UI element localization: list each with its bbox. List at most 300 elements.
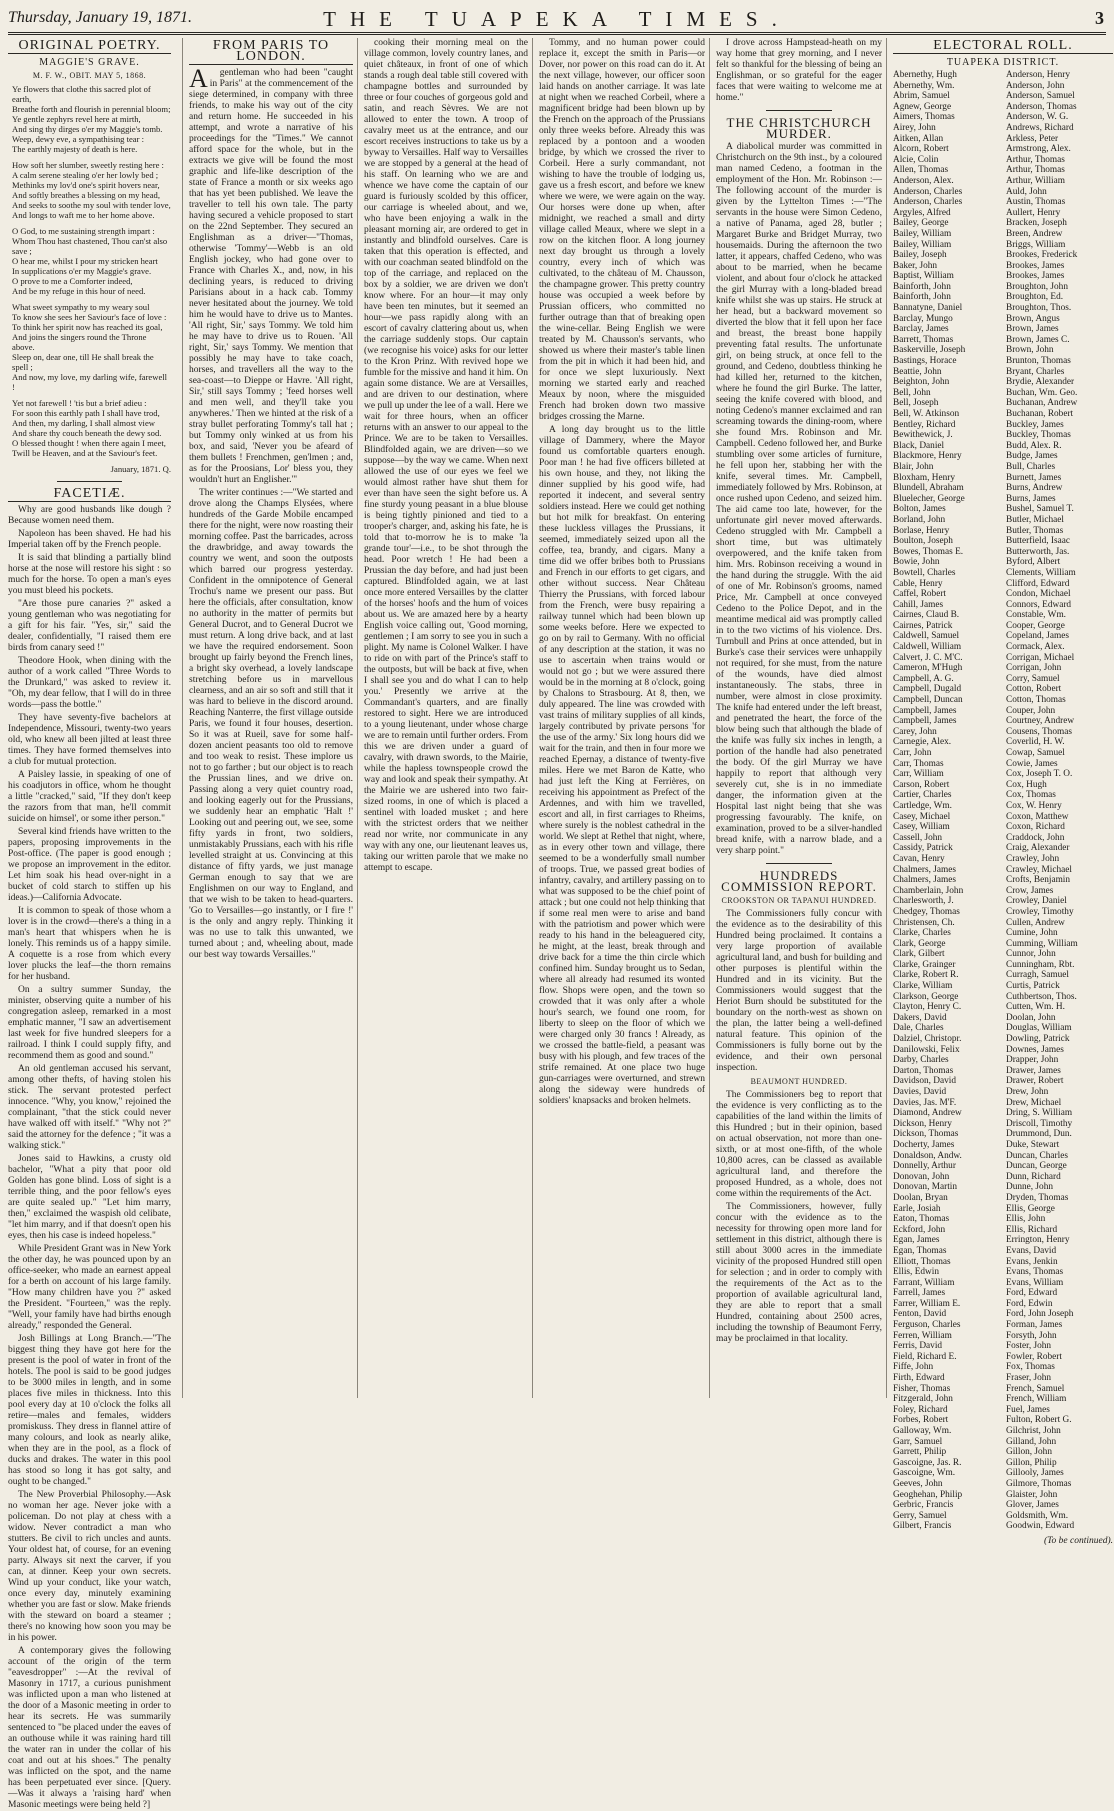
roll-entry: Cunningham, Rbt. [1006,959,1075,970]
poem-byline: M. F. W., OBIT. MAY 5, 1868. [32,71,147,80]
roll-entry: Anderson, John [1006,80,1065,91]
roll-entry: Coxon, Richard [1006,822,1065,833]
roll-entry: Chamberlain, John [893,885,964,896]
roll-entry: Bewithewick, J. [893,430,953,441]
facetiae-paragraph: They have seventy-five bachelors at Independence, Missouri, twenty-two years old, who knew all been jilted at least three times. They have formed themselves into a club for mutual protection. [8,713,171,767]
roll-entry: Brown, Angus [1006,313,1060,324]
roll-entry: Ford, Edward [1006,1288,1058,1299]
roll-entry: Alcorn, Robert [893,144,949,155]
poem-line: And be my refuge in this hour of need. [12,286,146,296]
roll-entry: Anderson, Charles [893,186,963,197]
roll-entry: Garrett, Philip [893,1447,947,1458]
poem-stanza [8,398,171,458]
roll-entry: Anderson, Alex. [893,175,954,186]
roll-entry: Bushel, Samuel T. [1006,504,1074,515]
column-paris-to-london [182,38,353,1398]
roll-entry: Bailey, George [893,218,949,229]
roll-entry: Agnew, George [893,101,952,112]
roll-entry: Clarke, Charles [893,928,951,939]
roll-entry: Galloway, Wm. [893,1426,952,1436]
roll-entry: Aitken, Allan [893,133,944,144]
roll-entry: Ferris, David [893,1341,943,1352]
roll-entry: Cooper, George [1006,620,1065,631]
facetiae-paragraph: Jones said to Hawkins, a crusty old bachelor, "What a pity that poor old Golden has gone blind. Loss of sight is a terrible thing, and the poor fellow's eyes are quite sealed up." "Let him marry, then," exclaimed the waspish old celibate, "let him marry, and if that doesn't open his eyes, then his case is indeed hopeless." [8,1154,171,1241]
roll-entry: Anderson, W. G. [1006,112,1069,123]
roll-entry: Arkless, Peter [1006,133,1059,144]
poem-body [8,84,171,458]
roll-entry: Anderson, Charles [893,197,963,208]
article-paragraph: cooking their morning meal on the village common, lovely country lanes, and quiet châteaux, in front of one of which stands a rough deal table still covered with champagne bottles and surrounded by three or four couches of gorgeous gold and satin, and reach Sèvres. We are not allowed to enter the town. A troop of cavalry meet us at the entrance, and our escort receives instructions to take us by a byway to Versailles. Half way to Versailles we are stopped by a general at the head of his staff. On learning who we are and whence we have come the captain of our guard is furiously scolded by this officer, our carriage is wheeled about, and we, who have been enjoying a walk in the pleasant morning air, are ordered to get in instantly and blindfold ourselves. Care is taken that this operation is effected, and with our coachman seated blindfold on the top of the carriage, and replaced on the box by a soldier, we are driven we don't know where. For an hour—it may only have been ten minutes, but it seemed an hour—we pass rapidly along with an escort of cavalry clattering about us, when the carriage suddenly stops. Our captain (we recognise his voice) asks for our letter to the Kron Prinz. With revived hope we fumble for the missive and hand it him. On again some distance. We are at Versailles, and are driven to our destination, where we pull up under the lee of a wall. Here we wait for three hours, when an officer returns with an answer to our appeal to the Prince. We are to be taken to Versailles. Blindfolded again, we are driven—so we suppose—by the way we came. When next allowed the use of our eyes we feel we would almost rather have shut them for ever than have seen the sight before us. A fine sturdy young peasant in a blue blouse is being tightly pinioned and tied to a trooper's charger, and, asking his fate, he is told that to-morrow he is to make 'la grande tour'—i.e., to be shot through the head. Poor wretch ! He had been a Prussian the day before, and had just been captured. Blindfolded again, we at last once more entered Versailles by the clatter of the horses' hoofs and the hum of voices about us. We are amazed here by a hearty English voice calling out, 'Good morning, gentlemen ; I am sorry to see you in such a plight. My name is Colonel Walker. I have to ride on with part of the Prince's staff to the outposts, but will be back at five, when I shall see you and do what I can to help you.' Presently we arrive at the Commandant's quarters, and are finally restored to sight. Here we are introduced to a young lieutenant, under whose charge we are to remain until further orders. From this we are driven under a guard of cavalry, with drawn swords, to the Mairie, while the hapless townspeople crowd the way and look and speak their sympathy. At the Mairie we are ushered into two fair-sized rooms, in one of which is placed a sentinel with loaded musket ; and here with the strictest orders that we neither read nor write, nor communicate in any way with any one, our lieutenant leaves us, taking our written parole that we make no attempt to escape. [364,38,528,873]
roll-entry: Corry, Samuel [1006,673,1060,684]
poem-line: And then, my darling, I shall almost view [12,418,155,428]
roll-entry: Fowler, Robert [1006,1351,1062,1362]
roll-entry: Blundell, Abraham [893,483,964,494]
roll-entry: Cullen, Andrew [1006,917,1065,928]
roll-entry: Dickson, Henry [893,1118,952,1129]
roll-entry: Eckford, John [893,1224,946,1235]
roll-entry: Allen, Thomas [893,165,949,176]
roll-entry: Broughton, John [1006,281,1068,292]
roll-entry: Campbell, Dugald [893,684,962,695]
roll-entry: Campbell, Duncan [893,695,963,706]
roll-entry: Burns, James [1006,493,1056,504]
roll-entry: Austin, Thomas [1006,197,1066,208]
roll-entry: Downes, James [1006,1044,1064,1055]
roll-entry: Foley, Richard [893,1404,948,1415]
roll-entry: Donaldson, Andw. [893,1150,962,1161]
roll-entry: Craig, Alexander [1006,843,1070,854]
roll-entry: Abernethy, Wm. [893,80,955,91]
poem-signature [8,464,171,475]
roll-entry: Cousens, Thomas [1006,726,1072,737]
poem-line: O blessed thought ! when there again I meet, [12,438,166,448]
facetiae-paragraph: Why are good husbands like dough ? Because women need them. [8,505,171,526]
poem-line: Yet not farewell ! 'tis but a brief adieu : [12,398,147,408]
roll-entry: Buchan, Wm. Geo. [1006,387,1078,398]
roll-entry: Eaton, Thomas [893,1214,950,1225]
roll-entry: Corrigan, Michael [1006,652,1075,663]
roll-entry: Geeves, John [893,1478,943,1489]
facetiae-paragraph: Napoleon has been shaved. He had his Imperial taken off by the French people. [8,529,171,550]
roll-entry: Duke, Stewart [1006,1139,1060,1150]
roll-entry: Crawley, Michael [1006,864,1072,875]
poem-line: And now, my love, my darling wife, farewell ! [12,372,168,392]
article-ending: I drove across Hampstead-heath on my way home that grey morning, and I never felt so thankful for the blessing of being an Englishman, or so grateful for the eager faces that were waiting to welcome me at home." [716,38,882,103]
roll-entry: Egan, James [893,1235,940,1246]
poem-stanza [8,302,171,392]
roll-entry: Dakers, David [893,1012,947,1023]
newspaper-title: THE TUAPEKA TIMES. [323,7,791,31]
poem-line: Ye flowers that clothe this sacred plot of earth, [12,84,151,104]
roll-entry: Clarkson, George [893,991,959,1002]
murder-article-title: THE CHRISTCHURCH MURDER. [726,115,872,141]
roll-entry: Drapper, John [1006,1055,1059,1066]
roll-entry: Gillon, John [1006,1447,1052,1458]
roll-entry: Bailey, William [893,228,952,239]
poem-line: To think her spirit now has reached its goal, [12,322,163,332]
facetiae-paragraph: A contemporary gives the following account of the origin of the term "eavesdropper" :—At the revival of Masonry in 1717, a curious punishment was inflicted upon a man who listened at the door of a Masonic meeting in order to hear its secrets. He was summarily sentenced to "be placed under the eaves of an outhouse while it was raining hard till the water ran in under the collar of his coat and out at his shoes." The penalty was inflicted on the spot, and the name has been perpetuated ever since. [Query.—Was it always a 'raising hard' when Masonic meetings were being held ?] [8,1646,171,1810]
roll-entry: Abrim, Samuel [893,91,950,102]
roll-entry: Auld, John [1006,186,1047,197]
roll-entry: Caldwell, William [893,642,962,653]
roll-entry: Cox, Hugh [1006,779,1047,790]
column-electoral-roll [886,38,1113,1546]
roll-entry: French, Samuel [1006,1383,1065,1394]
roll-entry: Baker, John [893,260,938,271]
roll-entry: Davies, Jas. M'F. [893,1097,957,1108]
roll-entry: Duncan, Charles [1006,1150,1068,1161]
roll-entry: Brookes, James [1006,271,1065,282]
roll-entry: Boulton, Joseph [893,536,953,547]
roll-entry: Egan, Thomas [893,1245,947,1256]
roll-entry: Arthur, Thomas [1006,165,1065,176]
roll-entry: Blair, John [893,461,934,472]
roll-entry: Fraser, John [1006,1373,1052,1384]
roll-entry: Ellis, Edwin [893,1267,939,1278]
poem-line: And sing thy dirges o'er my Maggie's tomb. [12,124,163,134]
roll-entry: Brookes, Frederick [1006,250,1078,261]
roll-right-column [1006,70,1113,1532]
roll-entry: Bailey, William [893,239,952,250]
poem-stanza [8,84,171,154]
article-body [189,64,353,961]
poem-date: January, 1871. [110,464,161,474]
roll-entry: Ellis, George [1006,1203,1055,1214]
roll-entry: Ferguson, Charles [893,1320,961,1331]
roll-entry: Cahill, James [893,599,944,610]
report-title: HUNDREDS COMMISSION REPORT. [721,868,877,894]
roll-entry: Budge, James [1006,451,1058,462]
roll-entry: Corrigan, John [1006,663,1062,674]
article-body-continued [539,38,705,1107]
roll-entry: Dickson, Thomas [893,1129,959,1140]
facetiae-paragraph: An old gentleman accused his servant, among other thefts, of having stolen his stick. The servant protested perfect innocence. "Why, you know," rejoined the complainant, "that the stick could never have walked off with itself." "Why not ?" said the attorney for the defence ; "it was a walking stick." [8,1064,171,1151]
roll-entry: Briggs, William [1006,239,1066,250]
facetiae-paragraph: Theodore Hook, when dining with the author of a work called "Three Words to the Drunkard," was asked to review it. "Oh, my dear fellow, that I will do in three words—pass the bottle." [8,656,171,710]
electoral-roll-list [893,70,1113,1532]
roll-entry: Donnelly, Arthur [893,1161,956,1172]
roll-entry: Darton, Thomas [893,1065,954,1076]
roll-entry: Brydie, Alexander [1006,377,1075,388]
roll-entry: Broughton, Thos. [1006,303,1072,314]
roll-entry: Glover, James [1006,1500,1059,1511]
roll-entry: Barclay, Mungo [893,313,953,324]
roll-entry: Farrant, William [893,1277,955,1288]
roll-entry: Evans, William [1006,1277,1064,1288]
article-title: FROM PARIS TO LONDON. [189,40,353,65]
roll-entry: Cotton, Thomas [1006,695,1066,706]
poem-title: MAGGIE'S GRAVE. [39,57,140,68]
facetiae-body [8,505,171,1811]
roll-entry: Clarke, Grainger [893,959,956,970]
roll-entry: Fulton, Robert G. [1006,1415,1072,1426]
roll-entry: Garr, Samuel [893,1436,943,1447]
roll-entry: Cutten, Wm. H. [1006,1002,1065,1013]
roll-district: TUAPEKA DISTRICT. [946,57,1060,68]
roll-entry: Ferren, William [893,1330,952,1341]
roll-entry: Bell, John [893,387,931,398]
issue-date: Thursday, January 19, 1871. [8,9,192,26]
roll-entry: Clark, Gilbert [893,949,945,960]
roll-entry: Davidson, David [893,1076,957,1087]
roll-entry: Curtis, Patrick [1006,981,1060,992]
masthead [8,6,1106,35]
roll-entry: Crowley, Daniel [1006,896,1067,907]
roll-entry: Chalmers, James [893,864,956,875]
article-body-continued [364,38,528,874]
roll-entry: Carey, John [893,726,937,737]
roll-entry: Danilowski, Felix [893,1044,960,1055]
roll-entry: Chedgey, Thomas [893,906,960,917]
roll-entry: Evans, Jenkin [1006,1256,1058,1267]
roll-entry: Buckley, Thomas [1006,430,1071,441]
roll-entry: Douglas, William [1006,1023,1072,1034]
roll-entry: Crawley, John [1006,853,1060,864]
roll-entry: Carr, John [893,748,932,758]
roll-entry: Drew, John [1006,1087,1049,1097]
roll-entry: Blackmore, Henry [893,451,962,462]
roll-entry: Gilmore, Thomas [1006,1478,1072,1489]
report-paragraph: The Commissioners beg to report that the evidence is very conflicting as to the capabilities of the land within the limits of this Hundred ; but in their opinion, based on actual observation, not more than one-sixth, or at most one-fifth, of the whole 10,800 acres, can be classed as available agricultural land, and therefore the proposed Hundred, as a whole, does not come within the requirements of the Act. [716,1090,882,1199]
roll-entry: Bell, Joseph [893,398,939,409]
poem-line: Methinks my lov'd one's spirit hovers near, [12,180,160,190]
poem-line: What sweet sympathy to my weary soul [12,302,150,312]
poem-stanza [8,160,171,220]
roll-entry: Burns, Andrew [1006,483,1063,494]
facetiae-paragraph: Several kind friends have written to the papers, proposing improvements in the Post-office. (The paper is good enough ; we propose an improvement in the editor. Let him soak his head over-night in a bucket of cold starch to stiffen up his ideas.)—California Advocate. [8,827,171,903]
roll-entry: Cunnor, John [1006,949,1056,960]
roll-entry: Barrett, Thomas [893,334,954,345]
roll-entry: Caffel, Robert [893,589,947,600]
article-paragraph: The writer continues :—"We started and drove along the Champs Elysées, where hundreds of the Garde Mobile encamped there for the night, were now roasting their morning coffee. Past the barricades, across the drawbridge, and away towards the country we went, and soon the outposts which barred our progress yesterday. Confident in the omnipotence of General Trochu's name we present our pass. But here the officials, after consultation, know no authority in the matter of permits but General Ducrot, and to General Ducrot we must return. A long drive back, and at last we have the required endorsement. Soon brought up fairly beyond the French lines, a bright sky overhead, a lovely landscape stretching before us in marvellous clearness, and an air so soft and still that it was hard to believe in the discord around. Reaching Nanterre, the first village outside Paris, we found it four houses, desertion. So it was at Rueil, save for some half-dozen ancient peasants too old to remove and too weak to resist. These implore us not to go farther ; but our object is to reach the Prussian lines, and we drive on. Passing along a very quiet country road, and looking eagerly out for the Prussians, we suddenly hear an emphatic 'Halt !' Looking out and peering out, we see, some fifty yards in front, two soldiers, unmistakably Prussians, each with his rifle levelled straight at us. Convincing at this distance of fifty yards, we just manage German enough to say that we are Englishmen on our way to England, and that we wish to be taken to head-quarters. 'Go to Versailles—go instantly, or I fire !' is the only and angry reply. Thinking it was no use to talk this unwanted, we turned about ; and, wheeling about, made our best way towards Versailles." [189,488,353,960]
poem-line: Sleep on, dear one, till He shall break the spell ; [12,352,154,372]
roll-entry: Gilbert, Francis [893,1521,952,1532]
roll-entry: Black, Daniel [893,440,945,451]
roll-entry: French, William [1006,1394,1067,1405]
roll-entry: Cairnes, Claud B. [893,610,960,621]
roll-entry: Aimers, Thomas [893,112,955,123]
roll-entry: Barclay, James [893,324,949,335]
poem-line: And seeks to soothe my soul with tender love, [12,200,171,210]
roll-entry: Clifford, Edward [1006,578,1070,589]
roll-entry: Doolan, Bryan [893,1192,948,1203]
roll-entry: Borlase, Henry [893,525,950,536]
roll-entry: Cox, Thomas [1006,790,1056,801]
roll-entry: Couper, John [1006,705,1056,716]
roll-entry: Coxon, Matthew [1006,811,1069,822]
article-paragraph: gentleman who had been "caught in Paris" at the commencement of the siege determined, in company with three friends, to make his way out of the city and return home. He succeeded in his attempt, and wrote a narrative of his proceedings for the "Times." We cannot afford space for the whole, but in the extracts we give will be found the most graphic and life-like description of the state of France a month or six weeks ago that has yet been published. We leave the traveller to tell his own tale. The party having secured a vehicle proposed to start on the 22nd September. They secured an Englishman as a driver—"Thomas, otherwise 'Tommy'—Webb is an old English jockey, who had gone over to France with Charles X., and, now, in his declining years, is reduced to driving Parisians about in a hack cab. Tommy never hesitated about the journey. We told him he would have to drive us to Mantes. 'All right, Sir,' says Tommy. We told him he may have to drive us to Rouen. 'All right, Sir,' says Tommy. We mention that possibly he may have to take coach, horses, and travellers all the way to the sea-coast—to Dieppe or Havre. 'All right, Sir,' still says Tommy ; 'feed horses well and men well, and they'll take you anywheres.' Then we hinted at the risk of a stray bullet perforating Tommy's tall hat ; but Tommy only winked at us from his box, and said, 'Never you be afeard of them bullets ! Frenchmen, gen'lmen ; and, as for the Proosians, Lor' bless you, they wouldn't hurt an Englisher.'" [189,68,353,485]
roll-entry: Beattie, John [893,366,942,377]
roll-entry: Bluelecher, George [893,493,965,504]
poem-stanza [8,226,171,296]
roll-entry: Anderson, Samuel [1006,91,1075,102]
roll-entry: Bentley, Richard [893,419,956,430]
poem-initial: Q. [162,464,171,474]
report-subheading: BEAUMONT HUNDRED. [750,1077,848,1086]
roll-entry: Arthur, Thomas [1006,154,1065,165]
roll-entry: Bowie, John [893,557,940,568]
column-news [709,38,882,1398]
roll-entry: Buchanan, Robert [1006,409,1074,419]
roll-entry: Diamond, Andrew [893,1108,962,1119]
divider [766,110,832,111]
report-subtitle: CROOKSTON OR TAPANUI HUNDRED. [721,896,877,905]
poem-line: O hear me, whilst I pour my stricken heart [12,256,158,266]
roll-entry: Buckley, James [1006,419,1064,430]
roll-entry: Farrer, William E. [893,1298,961,1309]
roll-entry: Ford, Edwin [1006,1298,1053,1309]
roll-entry: Fiffe, John [893,1362,934,1373]
poem-line: To know she sees her Saviour's face of love : [12,312,167,322]
roll-entry: Doolan, John [1006,1012,1056,1023]
roll-entry: Dalziel, Christopr. [893,1034,962,1045]
roll-entry: Bell, W. Atkinson [893,409,960,419]
facetiae-paragraph: The New Proverbial Philosophy.—Ask no woman her age. Never joke with a policeman. Do not play at chess with a widow. Never contradict a man who stutters. Be civil to rich uncles and aunts. Your oldest hat, of course, for an evening party. Always sit next the carver, if you can, at dinner. Keep your own secrets. Wind up your conduct, like your watch, once every day, minutely examining whether you are fast or slow. Make friends with the steward on board a steamer ; there's no knowing how soon you may be in his power. [8,1490,171,1643]
report-paragraph: The Commissioners fully concur with the evidence as to the desirability of this Hundred being proclaimed. It contains a very large proportion of available agricultural land, and bush for building and other purposes is plentiful within the Hundred and in its vicinity. But the Commissioners would suggest that the Heriot Burn should be substituted for the boundary on the north-west as shown on the plan, the latter being a well-defined natural feature. This opinion of the Commissioners is fully borne out by the evidence, and their own personal inspection. [716,909,882,1073]
roll-entry: Coverlid, H. W. [1006,737,1065,748]
poem-line: And longs to waft me to her home above. [12,210,155,220]
roll-entry: Cartledge, Wm. [893,800,952,811]
roll-entry: Goodwin, Edward [1006,1521,1075,1532]
roll-entry: Cassell, John [893,832,943,843]
roll-entry: Burnett, James [1006,472,1062,483]
facetiae-paragraph: While President Grant was in New York the other day, he was pounced upon by an office-seeker, who made an earnest appeal for a berth on account of his large family. "How many children have you ?" asked the President. "Fourteen," was the reply. "Well, your family have had births enough already," responded the General. [8,1244,171,1331]
roll-entry: Cox, W. Henry [1006,800,1062,811]
roll-entry: Curragh, Samuel [1006,970,1069,981]
poem-line: For soon this earthly path I shall have trod, [12,408,160,418]
roll-entry: Bull, Charles [1006,461,1056,472]
roll-entry: Carnegie, Alex. [893,737,952,748]
article-paragraph: A diabolical murder was committed in Christchurch on the 9th inst., by a coloured man named Cedeno, a footman in the employment of the Hon. Mr. Robinson :—The following account of the murder is given by the Lyttelton Times :—"The servants in the house were Simon Cedeno, a native of Panama, aged 28, butler ; Margaret Burke and Bridget Murray, two housemaids. During the afternoon the two latter, it appears, chaffed Cedeno, who was about to be married, when he became violent, and about four o'clock he attacked the girl Murray with a long-bladed bread knife whilst she was up stairs. He struck at her head, but a backward movement so diverted the blow that it fell upon her face and breast, the breast bone happily preventing fatal results. The unfortunate girl, on being struck, at once fell to the ground, and Cedeno, doubtless thinking he had killed her, returned to the kitchen, where he found the girl Burke. The latter, seeing the knife covered with blood, and noting Cedeno's manner exclaimed and ran screaming towards the dining-room, where she found Mrs. Robinson and Mr. Campbell. Cedeno followed her, and Burke stumbling over some articles of furniture, he fell upon her, stabbing her with the knife, several times. Mr. Campbell, immediately followed by Mrs. Robinson, at once rushed upon Cedeno, and seized him. The aid came too late, however, for the unfortunate girl never moved afterwards. Cedeno struggled with Mr. Campbell a short time, but was ultimately overpowered, and the knife taken from him. Mrs. Robinson receiving a wound in the hand during the struggle. With the aid of one of Mr. Robinson's grooms, named Price, Mr. Campbell at once conveyed Cedeno to the Police Depot, and in the meantime medical aid was promptly called in to the two victims of his violence. Drs. Turnbull and Prins at once attended, but in Burke's case their services were unhappily not required, for she must, from the nature of the wounds, have died almost instantaneously. The stabs, three in number, were almost in close proximity. The knife had entered under the left breast, and penetrated the heart, the force of the blow being such that although the blade of the knife was fully six inches in length, a portion of the handle had also penetrated the body. Of the girl Murray we have happily to report that although very severely cut, she is in no immediate danger, the information given at the Hospital last night being that she was progressing favourably. The knife, on examination, proved to be a silver-handled bread knife, with a narrow blade, and a very sharp point." [716,142,882,856]
roll-entry: Clarke, William [893,981,953,992]
roll-entry: Darby, Charles [893,1055,949,1066]
roll-entry: Cowap, Samuel [1006,748,1065,758]
roll-entry: Fox, Thomas [1006,1362,1055,1373]
roll-entry: Bryant, Charles [1006,366,1065,377]
roll-entry: Campbell, A. G. [893,673,954,684]
roll-entry: Earle, Josiah [893,1203,941,1214]
roll-entry: Farrell, James [893,1288,946,1299]
roll-entry: Condon, Michael [1006,589,1071,600]
facetiae-paragraph: On a sultry summer Sunday, the minister, observing quite a number of his congregation asleep, remarked in a most emphatic manner, "I saw an advertisement last week for five hundred sleepers for a railroad. I think I could supply fifty, and recommend them as good and sound." [8,985,171,1061]
roll-entry: Casey, Michael [893,811,951,822]
roll-entry: Buchanan, Andrew [1006,398,1078,409]
report-body [716,909,882,1345]
roll-entry: Bailey, Joseph [893,250,947,261]
roll-entry: Bowtell, Charles [893,567,956,578]
roll-entry: Forbes, Robert [893,1415,949,1426]
poem-line: How soft her slumber, sweetly resting here : [12,160,164,170]
murder-article-body [716,142,882,857]
roll-entry: Foster, John [1006,1341,1052,1352]
roll-entry: Gilchrist, John [1006,1426,1061,1436]
roll-entry: Gillooly, James [1006,1468,1064,1479]
roll-entry: Davies, David [893,1087,947,1097]
roll-entry: Brookes, James [1006,260,1065,271]
roll-entry: Glaister, John [1006,1489,1058,1500]
roll-entry: Campbell, James [893,705,957,716]
roll-entry: Broughton, Ed. [1006,292,1064,303]
facetiae-paragraph: "Are those pure canaries ?" asked a young gentleman who was negotiating for a gift for his fair. "Yes, sir," said the dealer, confidentially, "I raised them ere birds from canary seed !" [8,599,171,653]
roll-entry: Dowling, Patrick [1006,1034,1070,1045]
roll-entry: Evans, David [1006,1245,1057,1256]
roll-entry: Drummond, Dun. [1006,1129,1072,1140]
roll-entry: Geoghehan, Philip [893,1489,963,1500]
roll-entry: Borland, John [893,514,946,525]
roll-entry: Gascoigne, Wm. [893,1468,956,1479]
poem-line: O God, to me sustaining strength impart : [12,226,155,236]
roll-entry: Clarke, Robert R. [893,970,959,981]
roll-entry: Andrews, Richard [1006,122,1074,133]
roll-entry: Bainforth, John [893,281,951,292]
roll-entry: Ford, John Joseph [1006,1309,1074,1320]
poem-line: Breathe forth and flourish in perennial bloom; [12,104,171,114]
report-paragraph: The Commissioners, however, fully concur with the evidence as to the necessity for throwing open more land for settlement in this district, although there is still about 3000 acres in the immediate vicinity of the proposed Hundred still open for selection ; and in order to comply with the requirements of the Act as to the proportion of available agricultural land, they are able to report that a small Hundred, containing about 2500 acres, including the township of Beaumont Ferry, may be proclaimed in that locality. [716,1202,882,1344]
roll-entry: Crofts, Benjamin [1006,875,1071,886]
roll-entry: Budd, Alex. R. [1006,440,1062,451]
roll-entry: Crowley, Timothy [1006,906,1074,917]
continued-note: (To be continued). [1043,1535,1113,1546]
roll-entry: Duncan, George [1006,1161,1067,1172]
roll-entry: Butler, Thomas [1006,525,1064,536]
roll-entry: Butler, Michael [1006,514,1064,525]
roll-entry: Bainforth, John [893,292,951,303]
poem-line: Weep, dewy eve, a sympathising tear : [12,134,144,144]
roll-entry: Cumming, William [1006,938,1078,949]
roll-entry: Dale, Charles [893,1023,944,1034]
poem-line: The earthly majesty of death is here. [12,144,138,154]
facetiae-paragraph: It is said that blinding a partially blind horse at the nose will restore his sight : so much for the horse. To open a man's eyes you must bleed his pockets. [8,553,171,596]
roll-entry: Baptist, William [893,271,954,282]
roll-entry: Bastings, Horace [893,356,957,367]
roll-entry: Clements, William [1006,567,1076,578]
roll-entry: Bolton, James [893,504,946,515]
roll-entry: Cartier, Charles [893,790,952,801]
column-paris-continued [357,38,528,1398]
roll-entry: Cable, Henry [893,578,943,589]
roll-entry: Firth, Edward [893,1373,945,1384]
roll-entry: Christensen, Ch. [893,917,955,928]
roll-entry: Goldsmith, Wm. [1006,1510,1069,1521]
roll-entry: Carr, Thomas [893,758,944,769]
roll-entry: Brown, James C. [1006,334,1070,345]
roll-entry: Forman, James [1006,1320,1063,1331]
roll-entry: Donovan, John [893,1171,950,1182]
poem-line: O prove to me a Comforter indeed, [12,276,133,286]
roll-entry: Drawer, Robert [1006,1076,1064,1087]
roll-entry: Charlesworth, J. [893,896,954,907]
roll-entry: Dunne, John [1006,1182,1053,1193]
poem-line: Whom Thou hast chastened, Thou can'st also save ; [12,236,168,256]
roll-entry: Field, Richard E. [893,1351,957,1362]
roll-entry: Bowes, Thomas E. [893,546,964,557]
roll-entry: Butterfield, Isaac [1006,536,1071,547]
roll-entry: Bracken, Joseph [1006,218,1067,229]
roll-entry: Copeland, James [1006,631,1069,642]
column-paris-continued-2 [532,38,705,1398]
page-number: 3 [1095,8,1104,28]
roll-entry: Cotton, Robert [1006,684,1062,695]
roll-entry: Cox, Joseph T. O. [1006,769,1073,780]
roll-entry: Cormack, Alex. [1006,642,1065,653]
roll-entry: Donovan, Martin [893,1182,958,1193]
roll-entry: Ellis, Richard [1006,1224,1058,1235]
roll-entry: Cavan, Henry [893,853,945,864]
roll-entry: Butterworth, Jas. [1006,546,1070,557]
roll-entry: Alcie, Colin [893,154,939,165]
poetry-section-title: ORIGINAL POETRY. [8,40,171,54]
roll-entry: Baskerville, Joseph [893,345,966,356]
